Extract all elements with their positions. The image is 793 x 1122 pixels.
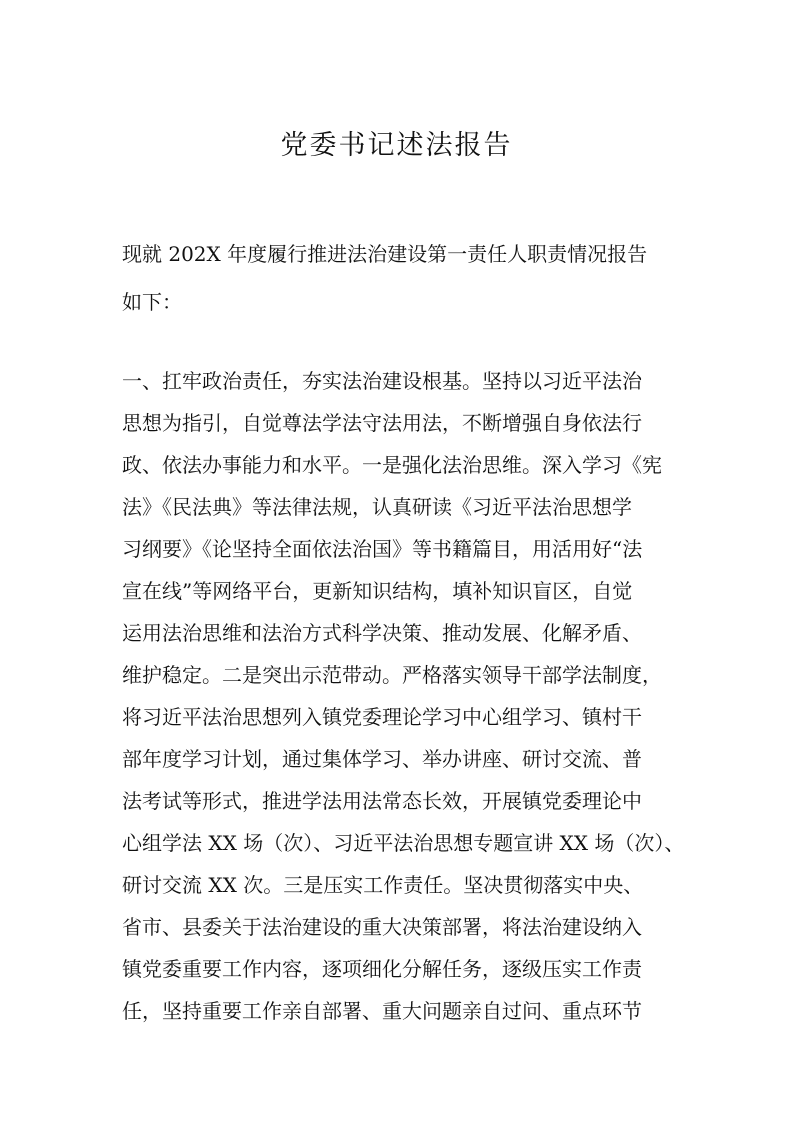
text-line: 思想为指引，自觉尊法学法守法用法，不断增强自身依法行 [122,411,642,435]
text-line: 运用法治思维和法治方式科学决策、推动发展、化解矛盾、 [122,621,642,645]
document-title: 党委书记述法报告 [280,130,513,161]
text-line: 一、扛牢政治责任，夯实法治建设根基。坚持以习近平法治 [122,369,642,393]
text-line: 现就 202X 年度履行推进法治建设第一责任人职责情况报告 [122,242,648,266]
text-line: 心组学法 XX 场（次）、习近平法治思想专题宣讲 XX 场（次）、 [122,831,685,855]
text-line: 维护稳定。二是突出示范带动。严格落实领导干部学法制度， [122,663,662,687]
text-line: 法》《民法典》等法律法规，认真研读《习近平法治思想学 [122,495,632,519]
text-line: 任，坚持重要工作亲自部署、重大问题亲自过问、重点环节 [122,999,642,1023]
text-line: 法考试等形式，推进学法用法常态长效，开展镇党委理论中 [122,789,642,813]
text-line: 部年度学习计划，通过集体学习、举办讲座、研讨交流、普 [122,747,642,771]
text-line: 研讨交流 XX 次。三是压实工作责任。坚决贯彻落实中央、 [122,873,644,897]
text-line: 宣在线”等网络平台，更新知识结构，填补知识盲区，自觉 [122,579,633,603]
text-line: 镇党委重要工作内容，逐项细化分解任务，逐级压实工作责 [122,957,642,981]
text-line: 将习近平法治思想列入镇党委理论学习中心组学习、镇村干 [122,705,642,729]
text-line: 省市、县委关于法治建设的重大决策部署，将法治建设纳入 [122,915,642,939]
text-line: 习纲要》《论坚持全面依法治国》等书籍篇目，用活用好“法 [122,537,643,561]
text-line: 如下： [122,290,182,314]
text-line: 政、依法办事能力和水平。一是强化法治思维。深入学习《宪 [122,453,662,477]
